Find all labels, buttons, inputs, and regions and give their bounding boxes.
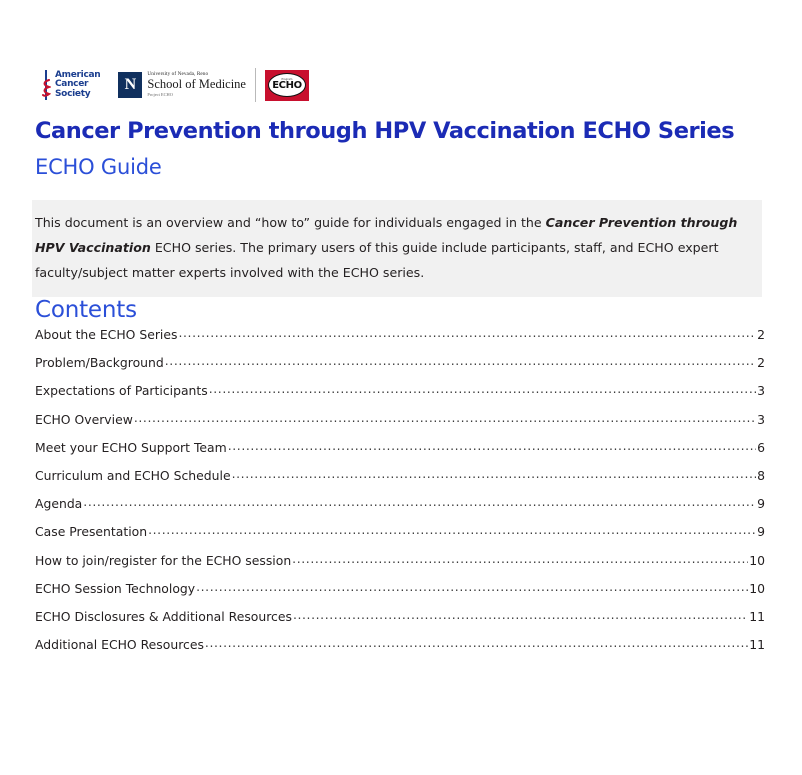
unr-school-line: School of Medicine [147, 77, 246, 92]
toc-entry-label: ECHO Overview [35, 411, 133, 427]
intro-emphasis: Cancer Prevention through HPV Vaccination [35, 215, 738, 255]
toc-entry-label: Additional ECHO Resources [35, 637, 204, 653]
unr-university-line: University of Nevada, Reno [147, 71, 209, 78]
toc-entry[interactable] [35, 496, 765, 524]
toc-entry-page-number: 3 [757, 383, 765, 399]
contents-heading: Contents [35, 297, 137, 323]
toc-entry-label: Curriculum and ECHO Schedule [35, 467, 231, 483]
unr-school-of-medicine-logo [110, 68, 246, 102]
toc-entry-page-number: 10 [749, 580, 765, 596]
toc-entry-page-number: 6 [757, 439, 765, 455]
acs-sword-icon [40, 70, 52, 100]
page-title: Cancer Prevention through HPV Vaccination ECHO Series [35, 118, 735, 144]
table-of-contents [35, 327, 765, 665]
toc-entry-page-number: 2 [757, 355, 765, 371]
toc-entry-page-number: 10 [749, 552, 765, 568]
toc-entry[interactable] [35, 524, 765, 552]
intro-paragraph [35, 210, 754, 285]
american-cancer-society-logo [40, 68, 110, 102]
toc-entry[interactable] [35, 355, 765, 383]
toc-entry[interactable] [35, 609, 765, 637]
intro-text-part2: ECHO series. The primary users of this guide include participants, staff, and ECHO expert faculty/subject matter experts involved with the ECHO series. [35, 240, 719, 280]
toc-entry[interactable] [35, 412, 765, 440]
toc-entry-page-number: 3 [757, 411, 765, 427]
toc-entry-label: Meet your ECHO Support Team [35, 439, 227, 455]
toc-leader-dots [165, 355, 756, 367]
toc-leader-dots [178, 327, 756, 339]
echo-tiny-line: Program [281, 77, 293, 81]
toc-entry[interactable] [35, 440, 765, 468]
toc-leader-dots [293, 609, 748, 621]
toc-entry[interactable] [35, 327, 765, 355]
toc-entry-page-number: 9 [757, 524, 765, 540]
toc-entry-label: Expectations of Participants [35, 383, 208, 399]
unr-monogram-icon: N [118, 72, 142, 98]
logo-divider [255, 68, 256, 102]
toc-leader-dots [134, 412, 756, 424]
unr-logo-text [147, 72, 246, 98]
toc-leader-dots [148, 524, 756, 536]
toc-entry-page-number: 2 [757, 327, 765, 342]
intro-callout [32, 200, 762, 297]
echo-oval-icon [268, 73, 306, 97]
toc-entry-label: Case Presentation [35, 524, 148, 540]
toc-leader-dots [292, 553, 748, 565]
toc-entry-label: How to join/register for the ECHO session [35, 552, 292, 568]
toc-entry-label: Agenda [35, 496, 83, 512]
toc-entry[interactable] [35, 468, 765, 496]
toc-leader-dots [205, 637, 748, 649]
toc-leader-dots [232, 468, 757, 480]
echo-wordmark: ECHO [272, 80, 302, 92]
intro-text-part1: This document is an overview and “how to” guide for individuals engaged in the [35, 215, 546, 230]
acs-line-1: American [55, 70, 101, 81]
toc-entry[interactable] [35, 637, 765, 665]
acs-line-2: Cancer [55, 79, 89, 90]
page-subtitle: ECHO Guide [35, 155, 162, 179]
toc-entry-page-number: 11 [749, 637, 765, 653]
toc-leader-dots [209, 383, 756, 395]
toc-entry-page-number: 8 [757, 467, 765, 483]
toc-entry-label: Problem/Background [35, 355, 164, 371]
toc-entry-page-number: 11 [749, 608, 765, 624]
toc-leader-dots [196, 581, 748, 593]
toc-entry[interactable] [35, 581, 765, 609]
acs-line-3: Society [55, 88, 91, 99]
toc-leader-dots [228, 440, 756, 452]
toc-entry[interactable] [35, 383, 765, 411]
logo-bar [40, 64, 309, 106]
toc-entry-label: ECHO Session Technology [35, 580, 196, 596]
toc-entry-label: About the ECHO Series [35, 327, 178, 342]
unr-project-line: Project ECHO [147, 92, 173, 98]
project-echo-logo [265, 70, 309, 101]
toc-entry-label: ECHO Disclosures & Additional Resources [35, 608, 292, 624]
toc-entry[interactable] [35, 553, 765, 581]
toc-entry-page-number: 9 [757, 496, 765, 512]
toc-leader-dots [83, 496, 756, 508]
acs-logo-text [55, 71, 100, 99]
